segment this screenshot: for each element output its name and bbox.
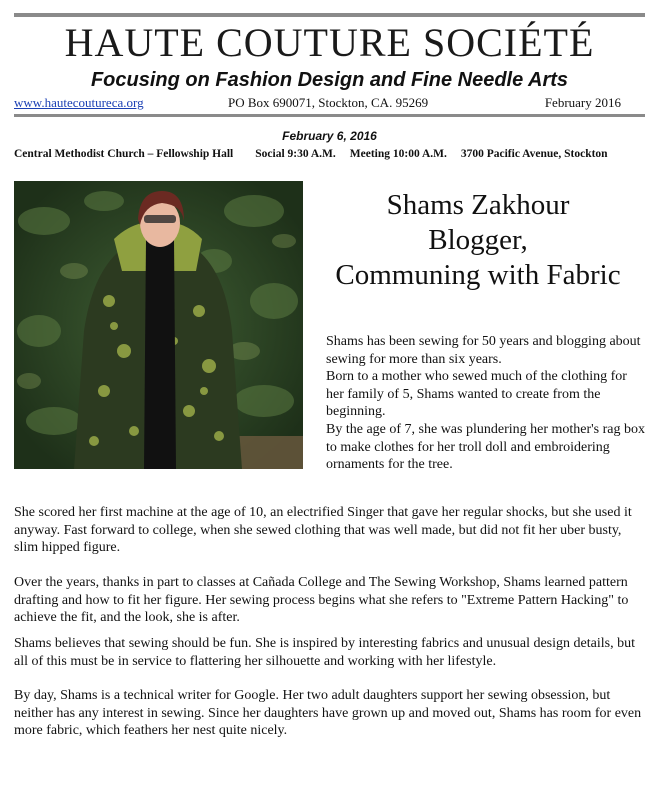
intro-paragraph: By the age of 7, she was plundering her mother's rag box to make clothes for her troll doll and embroidering ornaments for the tree. bbox=[326, 421, 645, 473]
portrait-photo bbox=[14, 181, 303, 469]
meeting-location: Central Methodist Church – Fellowship Hall bbox=[14, 148, 234, 160]
masthead-bottom-rule bbox=[14, 114, 645, 117]
top-rule bbox=[14, 13, 645, 17]
newsletter-title: HAUTE COUTURE SOCIÉTÉ bbox=[64, 20, 595, 65]
body-paragraph: She scored her first machine at the age of 10, an electrified Singer that gave her regular shocks, but she used it anyway. Fast forward to college, when she sewed clothing that was well made, but did not fit her uber busty, slim hipped figure. bbox=[14, 505, 632, 556]
headline-role: Blogger, bbox=[428, 224, 528, 256]
newsletter-tagline: Focusing on Fashion Design and Fine Needle Arts bbox=[90, 69, 569, 91]
meeting-date: February 6, 2016 bbox=[282, 129, 377, 143]
issue-date: February 2016 bbox=[544, 95, 621, 110]
masthead-info-line bbox=[14, 95, 621, 111]
headline-subtitle: Communing with Fabric bbox=[335, 259, 621, 291]
body-paragraph: Over the years, thanks in part to classes at Cañada College and The Sewing Workshop, Shams learned pattern drafting and how to fit her figure. Her sewing process begins what she refers to "Extreme Pattern Hacking" to achieve the fit, and the look, she is after. bbox=[14, 575, 629, 626]
headline-name: Shams Zakhour bbox=[386, 189, 570, 221]
body-paragraph: By day, Shams is a technical writer for Google. Her two adult daughters support her sewing obsession, but neither has any interest in sewing. Since her daughters have grown up and moved out, Shams has room for even more fabric, which feathers her nest quite nicely. bbox=[14, 688, 642, 739]
intro-paragraph: Shams has been sewing for 50 years and blogging about sewing for more than six years. bbox=[326, 334, 641, 367]
meeting-details bbox=[14, 148, 608, 160]
social-time: Social 9:30 A.M. bbox=[255, 148, 336, 160]
mailing-address: PO Box 690071, Stockton, CA. 95269 bbox=[228, 95, 429, 110]
meeting-time: Meeting 10:00 A.M. bbox=[349, 148, 447, 160]
feature-intro bbox=[326, 333, 648, 474]
feature-headline bbox=[318, 188, 638, 293]
meeting-street-address: 3700 Pacific Avenue, Stockton bbox=[460, 148, 608, 160]
website-link[interactable]: www.hautecoutureca.org bbox=[14, 95, 144, 110]
body-paragraph: Shams believes that sewing should be fun. She is inspired by interesting fabrics and unusual design details, but all of this must be in service to flattering her silhouette and working with her lifestyle. bbox=[14, 636, 635, 669]
intro-paragraph: Born to a mother who sewed much of the clothing for her family of 5, Shams wanted to create from the beginning. bbox=[326, 369, 627, 420]
